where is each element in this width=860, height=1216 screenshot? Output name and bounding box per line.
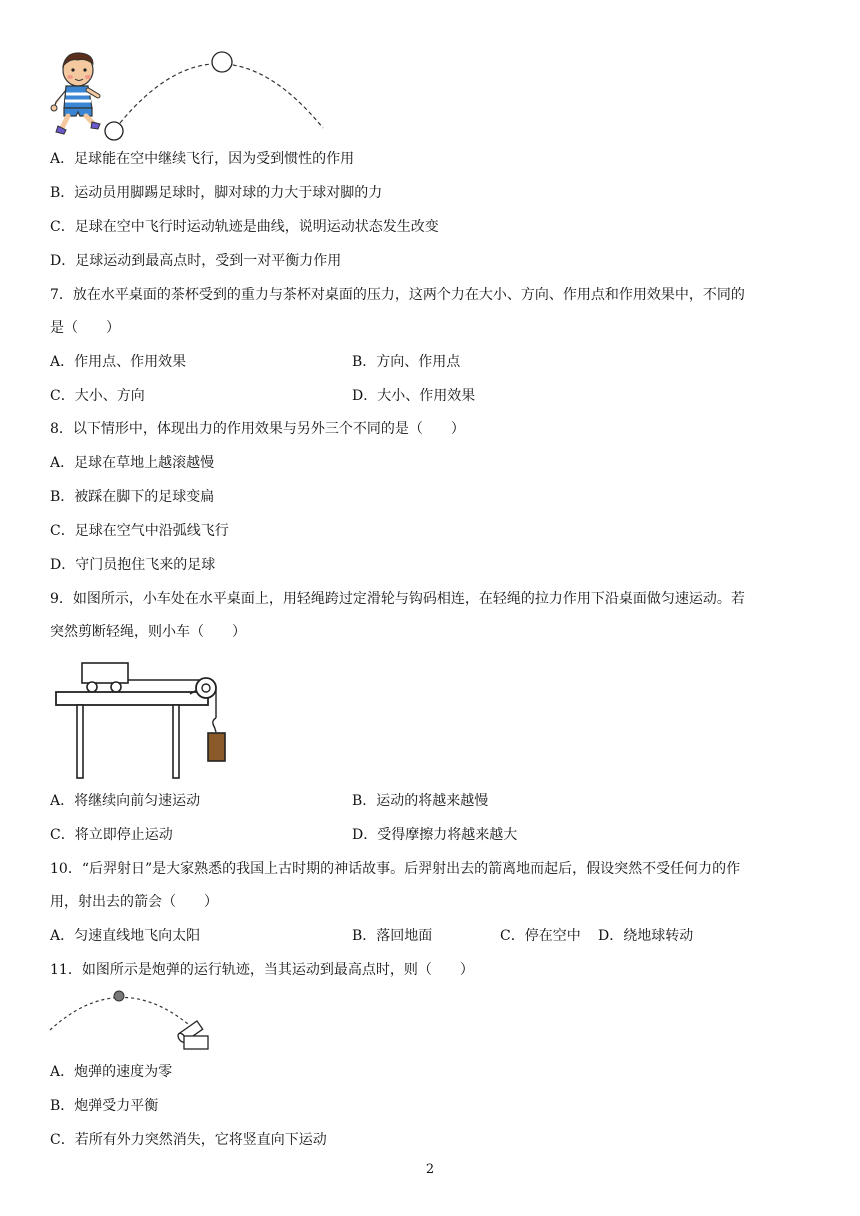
ball-trajectory [120,64,323,128]
cart-pulley-figure [50,656,230,782]
q7-stem-line2: 是（ ） [50,320,120,336]
q7-option-b: B．方向、作用点 [352,354,461,370]
q9-option-c: C．将立即停止运动 [50,827,173,843]
cannon-trajectory-figure [48,988,213,1054]
q11-option-b: B．炮弹受力平衡 [50,1098,159,1114]
q9-stem-line2: 突然剪断轻绳，则小车（ ） [50,624,246,640]
page-number: 2 [425,1162,435,1177]
q6-option-c: C．足球在空中飞行时运动轨迹是曲线，说明运动状态发生改变 [50,219,439,235]
q9-option-b: B．运动的将越来越慢 [352,793,489,809]
hook-weight [208,733,225,761]
table-leg-left [77,705,83,778]
q9-stem-line1: 9．如图所示，小车处在水平桌面上，用轻绳跨过定滑轮与钩码相连，在轻绳的拉力作用下沿桌面做匀速运动。若 [50,591,745,607]
q8-option-d: D．守门员抱住飞来的足球 [50,557,216,573]
cannon-base [184,1036,208,1049]
shell-trajectory [50,997,188,1030]
q10-option-b: B．落回地面 [352,928,433,944]
q11-option-c: C．若所有外力突然消失，它将竖直向下运动 [50,1132,327,1148]
q8-option-a: A．足球在草地上越滚越慢 [50,455,215,471]
table-leg-right [173,705,179,778]
q10-stem-line1: 10．“后羿射日”是大家熟悉的我国上古时期的神话故事。后羿射出去的箭离地而起后，假设突然不受任何力的作 [50,861,741,877]
q9-option-a: A．将继续向前匀速运动 [50,793,201,809]
ball-start [105,122,123,140]
q10-option-a: A．匀速直线地飞向太阳 [50,928,201,944]
q10-option-d: D．绕地球转动 [598,928,694,944]
q11-option-a: A．炮弹的速度为零 [50,1064,173,1080]
q7-stem-line1: 7．放在水平桌面的茶杯受到的重力与茶杯对桌面的压力，这两个力在大小、方向、作用点和作用效果中，不同的 [50,287,745,303]
table-top [56,692,208,705]
q7-option-c: C．大小、方向 [50,388,145,404]
ball-apex [212,52,232,72]
q6-option-d: D．足球运动到最高点时，受到一对平衡力作用 [50,253,342,269]
q7-option-d: D．大小、作用效果 [352,388,476,404]
q9-option-d: D．受得摩擦力将越来越大 [352,827,518,843]
q8-option-c: C．足球在空气中沿弧线飞行 [50,523,229,539]
cart-body [82,663,128,683]
cart-wheel-right [111,682,121,692]
cart-wheel-left [87,682,97,692]
q10-stem-line2: 用，射出去的箭会（ ） [50,894,218,910]
q11-stem: 11．如图所示是炮弹的运行轨迹，当其运动到最高点时，则（ ） [50,962,474,978]
q8-option-b: B．被踩在脚下的足球变扁 [50,489,215,505]
q10-option-c: C．停在空中 [500,928,581,944]
q6-option-b: B．运动员用脚踢足球时，脚对球的力大于球对脚的力 [50,185,383,201]
q7-option-a: A．作用点、作用效果 [50,354,187,370]
football-trajectory-figure [48,48,328,143]
q8-stem: 8．以下情形中，体现出力的作用效果与另外三个不同的是（ ） [50,421,465,437]
shell-at-apex [114,991,124,1001]
q6-option-a: A．足球能在空中继续飞行，因为受到惯性的作用 [50,151,355,167]
